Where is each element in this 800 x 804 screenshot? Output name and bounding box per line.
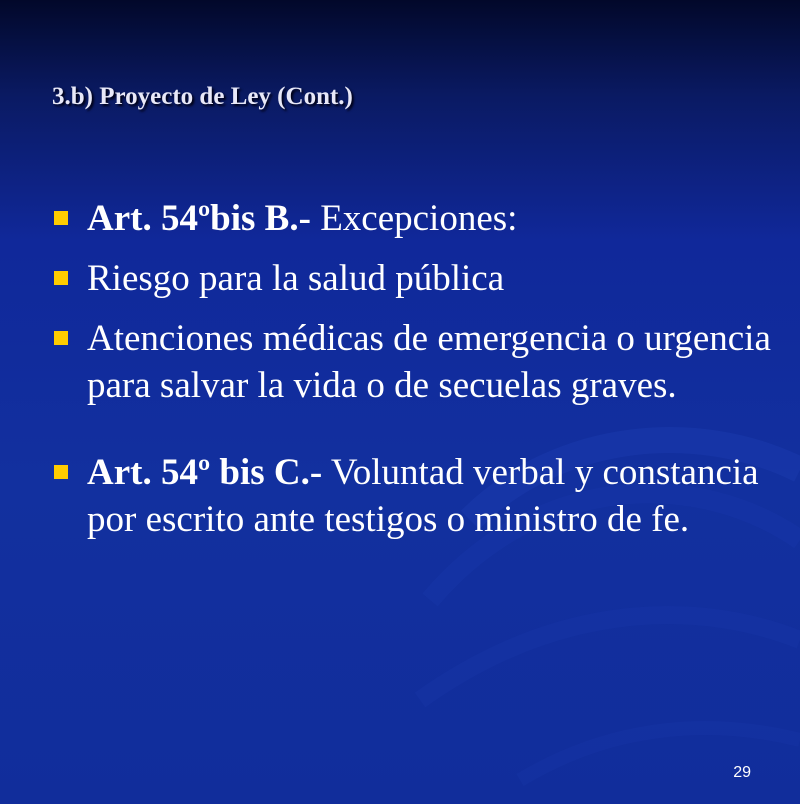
page-number: 29 bbox=[733, 764, 751, 781]
bullet-item bbox=[52, 449, 772, 543]
square-bullet-icon bbox=[54, 271, 68, 285]
bullet-item bbox=[52, 255, 772, 302]
square-bullet-icon bbox=[54, 331, 68, 345]
bullet-bold-label: Art. 54º bis C.- bbox=[87, 452, 323, 493]
slide-title: 3.b) Proyecto de Ley (Cont.) bbox=[52, 83, 353, 110]
bullet-text: Riesgo para la salud pública bbox=[87, 258, 505, 299]
bullet-text: Atenciones médicas de emergencia o urgencia para salvar la vida o de secuelas graves. bbox=[87, 318, 771, 406]
bullet-bold-label: Art. 54ºbis B.- bbox=[87, 198, 311, 239]
square-bullet-icon bbox=[54, 211, 68, 225]
bullet-text: Excepciones: bbox=[310, 198, 518, 239]
bullet-item bbox=[52, 195, 772, 242]
bullet-item bbox=[52, 315, 772, 409]
bullet-text: Voluntad verbal y constancia por escrito ante testigos o ministro de fe. bbox=[87, 452, 759, 540]
square-bullet-icon bbox=[54, 465, 68, 479]
bullet-list bbox=[52, 195, 772, 556]
